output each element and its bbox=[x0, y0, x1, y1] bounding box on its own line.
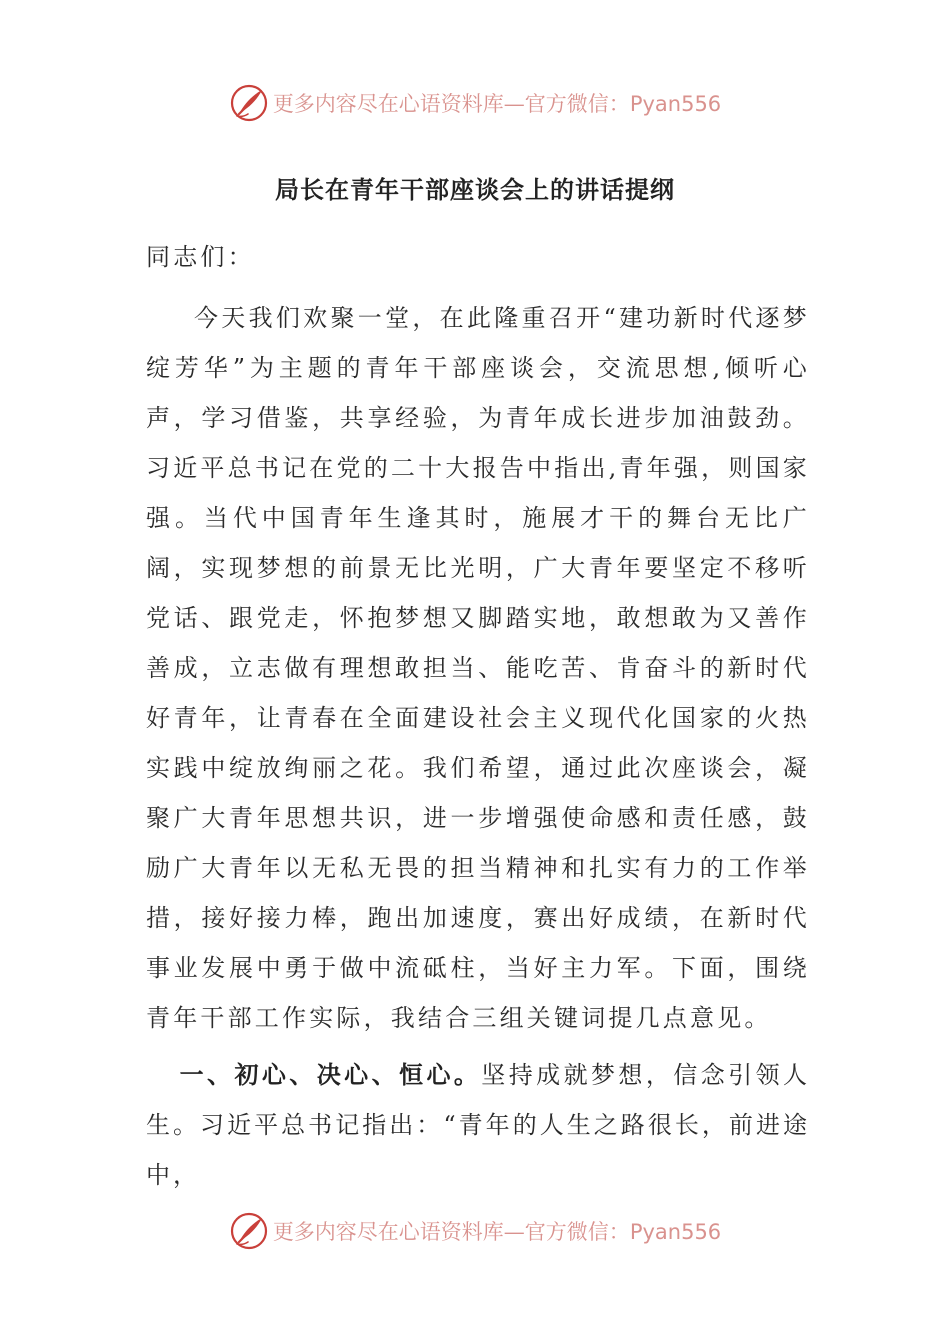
footer-watermark bbox=[0, 1208, 950, 1254]
watermark-text bbox=[273, 88, 721, 118]
page-title: 局长在青年干部座谈会上的讲话提纲 bbox=[275, 176, 675, 204]
paragraph-intro: 今天我们欢聚一堂，在此隆重召开“建功新时代逐梦绽芳华”为主题的青年干部座谈会，交流思想,倾听心声，学习借鉴，共享经验，为青年成长进步加油鼓劲。习近平总书记在党的二十大报告中指出,青年强，则国家强。当代中国青年生逢其时，施展才干的舞台无比广阔，实现梦想的前景无比光明，广大青年要坚定不移听党话、跟党走，怀抱梦想又脚踏实地，敢想敢为又善作善成，立志做有理想敢担当、能吃苦、肯奋斗的新时代好青年，让青春在全面建设社会主义现代化国家的火热实践中绽放绚丽之花。我们希望，通过此次座谈会，凝聚广大青年思想共识，进一步增强使命感和责任感，鼓励广大青年以无私无畏的担当精神和扎实有力的工作举措，接好接力棒，跑出加速度，赛出好成绩，在新时代事业发展中勇于做中流砥柱，当好主力军。下面，围绕青年干部工作实际，我结合三组关键词提几点意见。 bbox=[146, 304, 810, 1032]
watermark-wechat-id: Pyan556 bbox=[629, 92, 722, 116]
watermark-text bbox=[273, 1216, 721, 1246]
salutation: 同志们： bbox=[146, 243, 255, 271]
watermark-wechat-id: Pyan556 bbox=[629, 1220, 722, 1244]
header-watermark bbox=[0, 80, 950, 126]
quill-pen-logo-icon bbox=[229, 83, 269, 123]
section-heading-1: 一、初心、决心、恒心。 bbox=[179, 1061, 482, 1089]
section-1-text: 坚持成就梦想，信念引领人生。习近平总书记指出：“青年的人生之路很长，前进途中， bbox=[146, 1061, 810, 1189]
watermark-main-text: 更多内容尽在心语资料库—官方微信： bbox=[272, 1220, 630, 1244]
paragraph-section-1 bbox=[146, 1050, 810, 1200]
watermark-main-text: 更多内容尽在心语资料库—官方微信： bbox=[272, 92, 630, 116]
quill-pen-logo-icon bbox=[229, 1211, 269, 1251]
